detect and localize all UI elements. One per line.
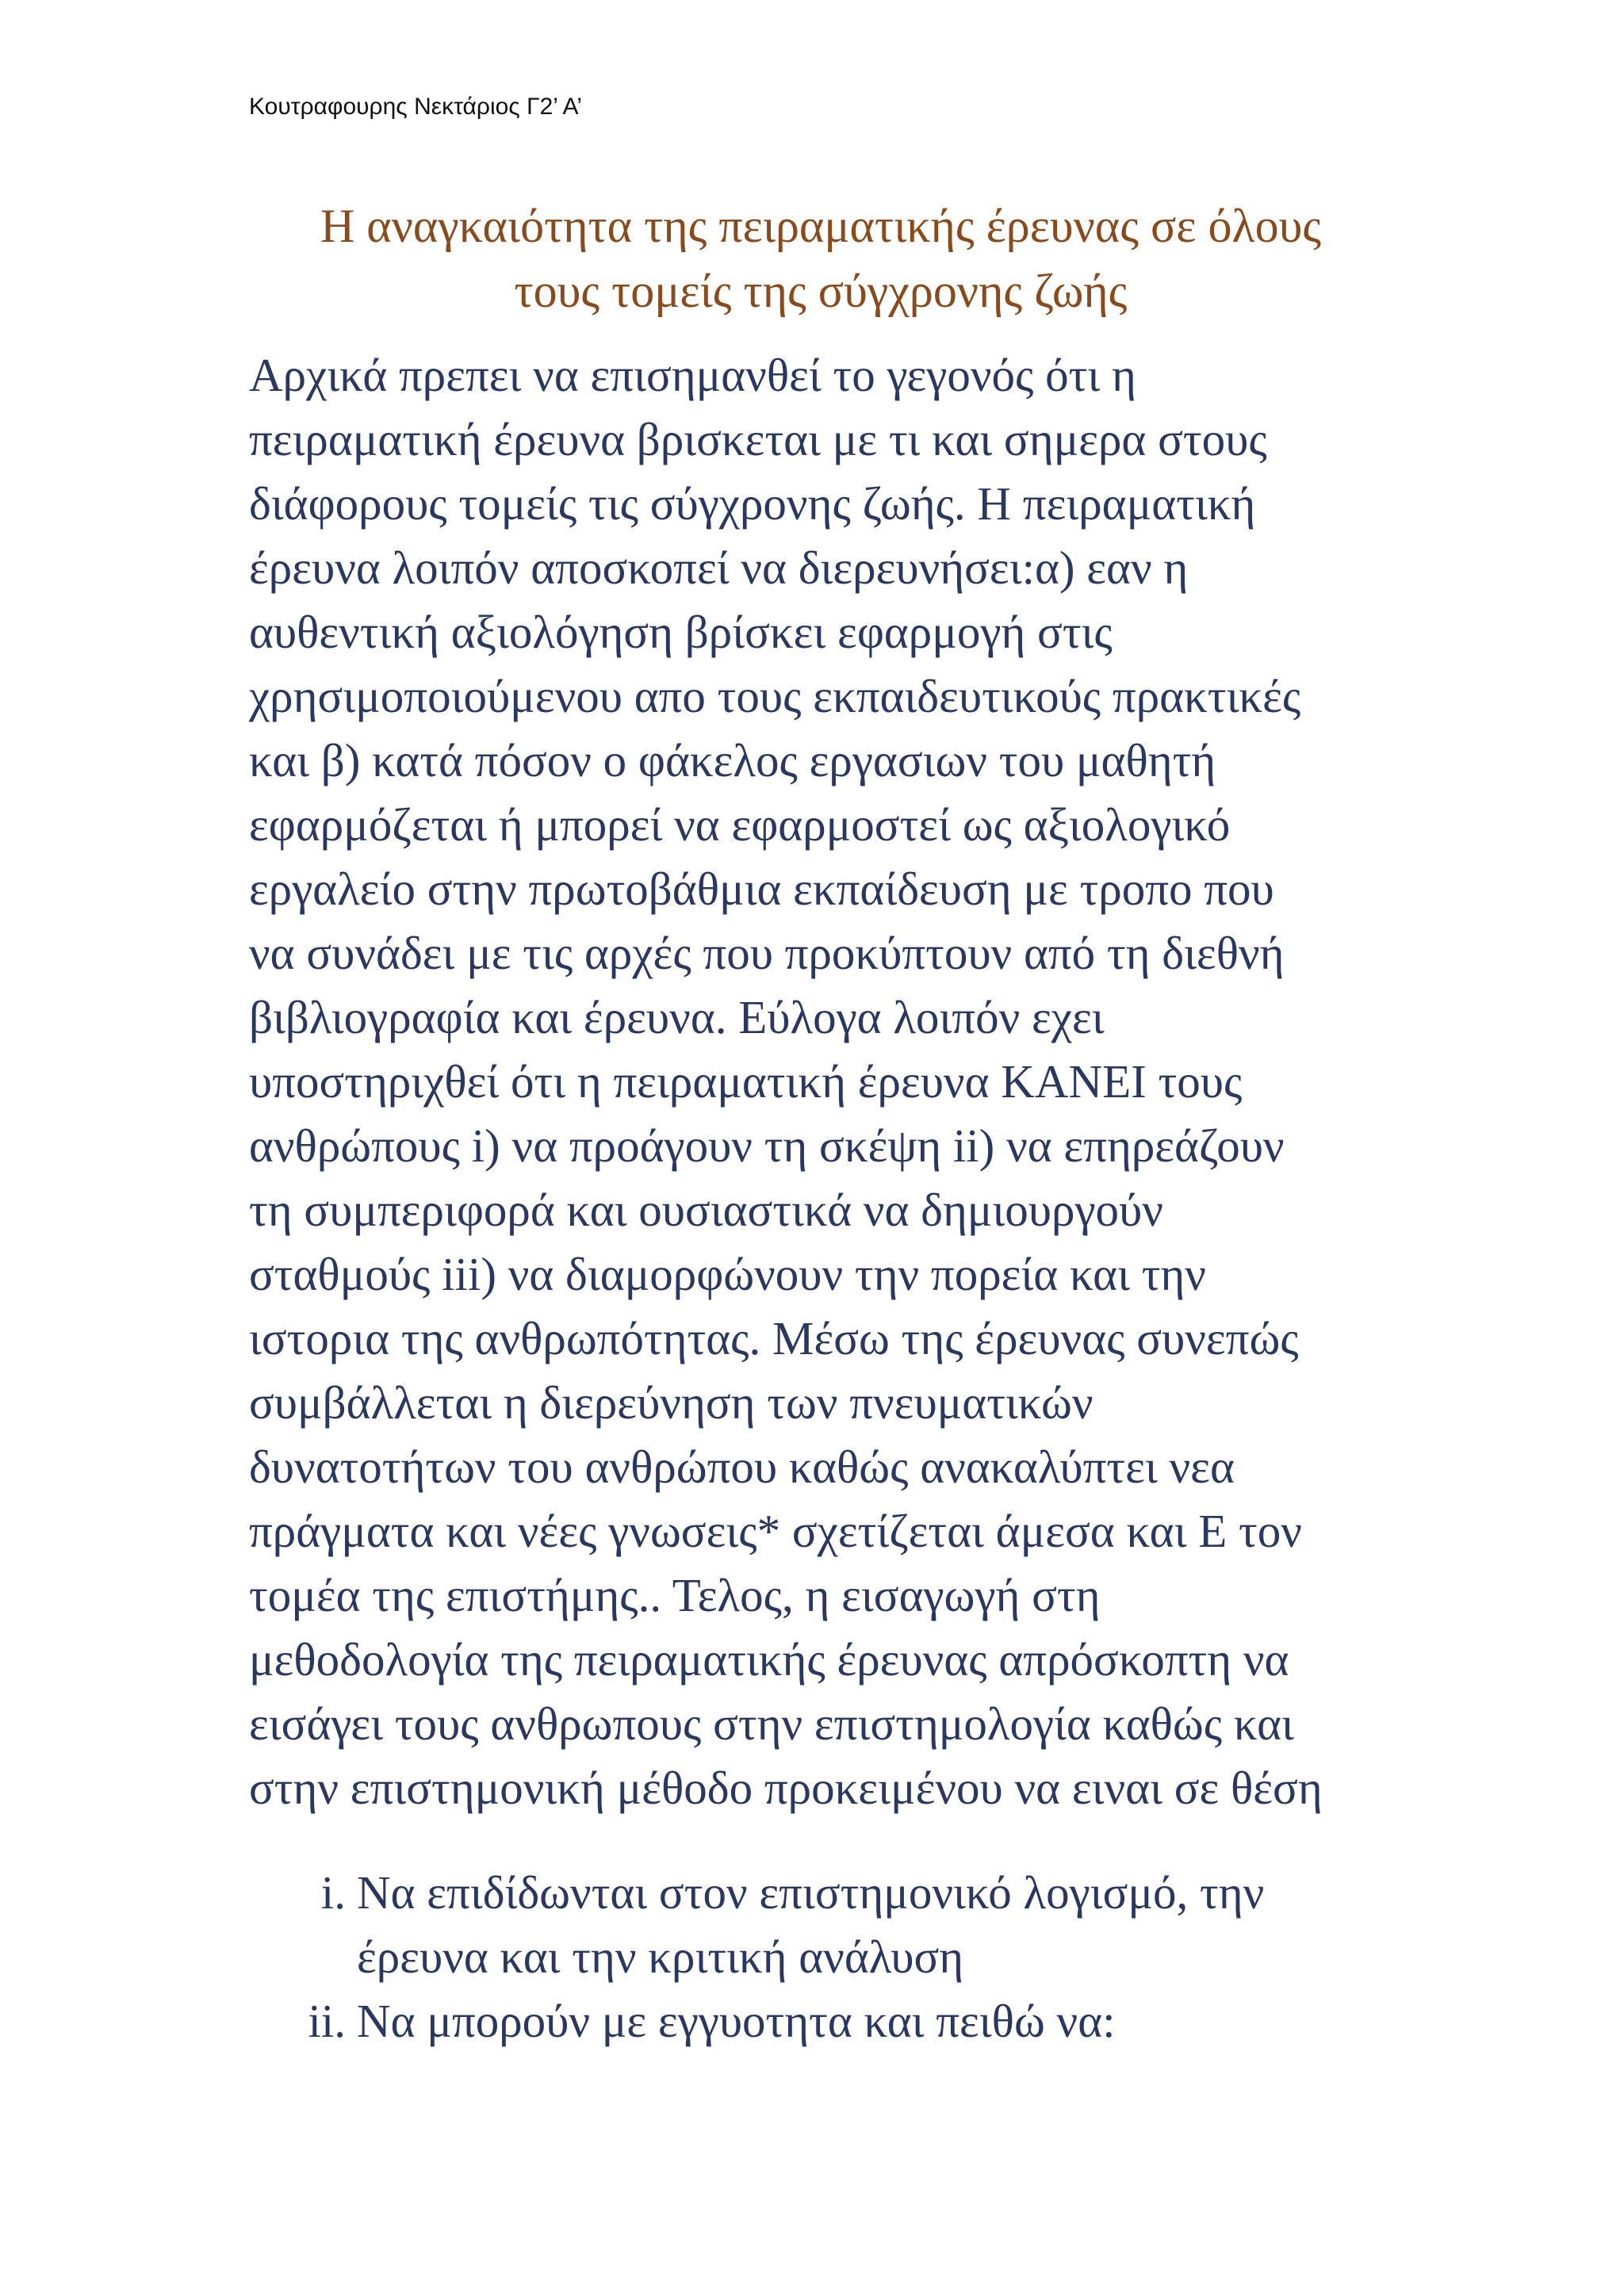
list-item bbox=[249, 1989, 1407, 2053]
body-line: έρευνα λοιπόν αποσκοπεί να διερευνήσει:α) εαν η bbox=[249, 541, 1189, 594]
body-line: πράγματα και νέες γνωσεις* σχετίζεται άμεσα και Ε τον bbox=[249, 1505, 1302, 1557]
body-line: χρησιμοποιούμενου απο τους εκπαιδευτικούς πρακτικές bbox=[249, 670, 1301, 722]
body-line: δυνατοτήτων του ανθρώπου καθώς ανακαλύπτει νεα bbox=[249, 1441, 1235, 1493]
body-line: και β) κατά πόσον ο φάκελος εργασιων του μαθητή bbox=[249, 734, 1216, 786]
body-line: εισάγει τους ανθρωπους στην επιστημολογία καθώς και bbox=[249, 1697, 1294, 1750]
list-item-line: Να επιδίδωνται στον επιστημονικό λογισμό, την bbox=[357, 1866, 1265, 1919]
list-item-text bbox=[357, 1989, 1407, 2053]
title-line: τους τομείς της σύγχρονης ζωής bbox=[514, 265, 1128, 317]
body-line: αυθεντική αξιολόγηση βρίσκει εφαρμογή στις bbox=[249, 606, 1113, 658]
list-item-line: έρευνα και την κριτική ανάλυση bbox=[357, 1931, 964, 1983]
body-line: να συνάδει με τις αρχές που προκύπτουν από τη διεθνή bbox=[249, 927, 1285, 979]
list-marker: ii. bbox=[308, 1995, 346, 2047]
body-line: βιβλιογραφία και έρευνα. Εύλογα λοιπόν εχει bbox=[249, 991, 1105, 1043]
document-title bbox=[206, 193, 1435, 323]
body-line: εργαλείο στην πρωτοβάθμια εκπαίδευση με τροπο που bbox=[249, 863, 1274, 915]
body-line: τομέα της επιστήμης.. Τελος, η εισαγωγή στη bbox=[249, 1569, 1101, 1621]
body-line: σταθμούς iii) να διαμορφώνουν την πορεία και την bbox=[249, 1248, 1206, 1300]
author-header: Κουτραφουρης Νεκτάριος Γ2’ Α’ bbox=[249, 94, 582, 120]
body-line: στην επιστημονική μέθοδο προκειμένου να ειναι σε θέση bbox=[249, 1762, 1323, 1814]
body-line: πειραματική έρευνα βρισκεται με τι και σημερα στους bbox=[249, 413, 1267, 465]
body-line: συμβάλλεται η διερεύνηση των πνευματικών bbox=[249, 1376, 1094, 1429]
body-line: τη συμπεριφορά και ουσιαστικά να δημιουργούν bbox=[249, 1184, 1163, 1236]
list-item-line: Να μπορούν με εγγυοτητα και πειθώ να: bbox=[357, 1995, 1116, 2047]
list-item-text bbox=[357, 1861, 1407, 1989]
body-line: Αρχικά πρεπει να επισημανθεί το γεγονός ότι η bbox=[249, 349, 1136, 401]
body-paragraph bbox=[249, 343, 1407, 1820]
body-line: ανθρώπους i) να προάγουν τη σκέψη ii) να επηρεάζουν bbox=[249, 1119, 1285, 1172]
list-item bbox=[249, 1861, 1407, 1989]
title-line: Η αναγκαιότητα της πειραματικής έρευνας σε όλους bbox=[320, 200, 1322, 252]
body-line: υποστηριχθεί ότι η πειραματική έρευνα ΚΑΝΕΙ τους bbox=[249, 1055, 1243, 1108]
body-line: μεθοδολογία της πειραματικής έρευνας απρόσκοπτη να bbox=[249, 1633, 1289, 1686]
body-line: εφαρμόζεται ή μπορεί να εφαρμοστεί ως αξιολογικό bbox=[249, 798, 1231, 851]
body-line: ιστορια της ανθρωπότητας. Μέσω της έρευνας συνεπώς bbox=[249, 1312, 1299, 1364]
list-marker: i. bbox=[320, 1866, 346, 1919]
body-line: διάφορους τομείς τις σύγχρονης ζωής. Η πειραματική bbox=[249, 477, 1256, 530]
roman-numeral-list bbox=[249, 1861, 1407, 2053]
